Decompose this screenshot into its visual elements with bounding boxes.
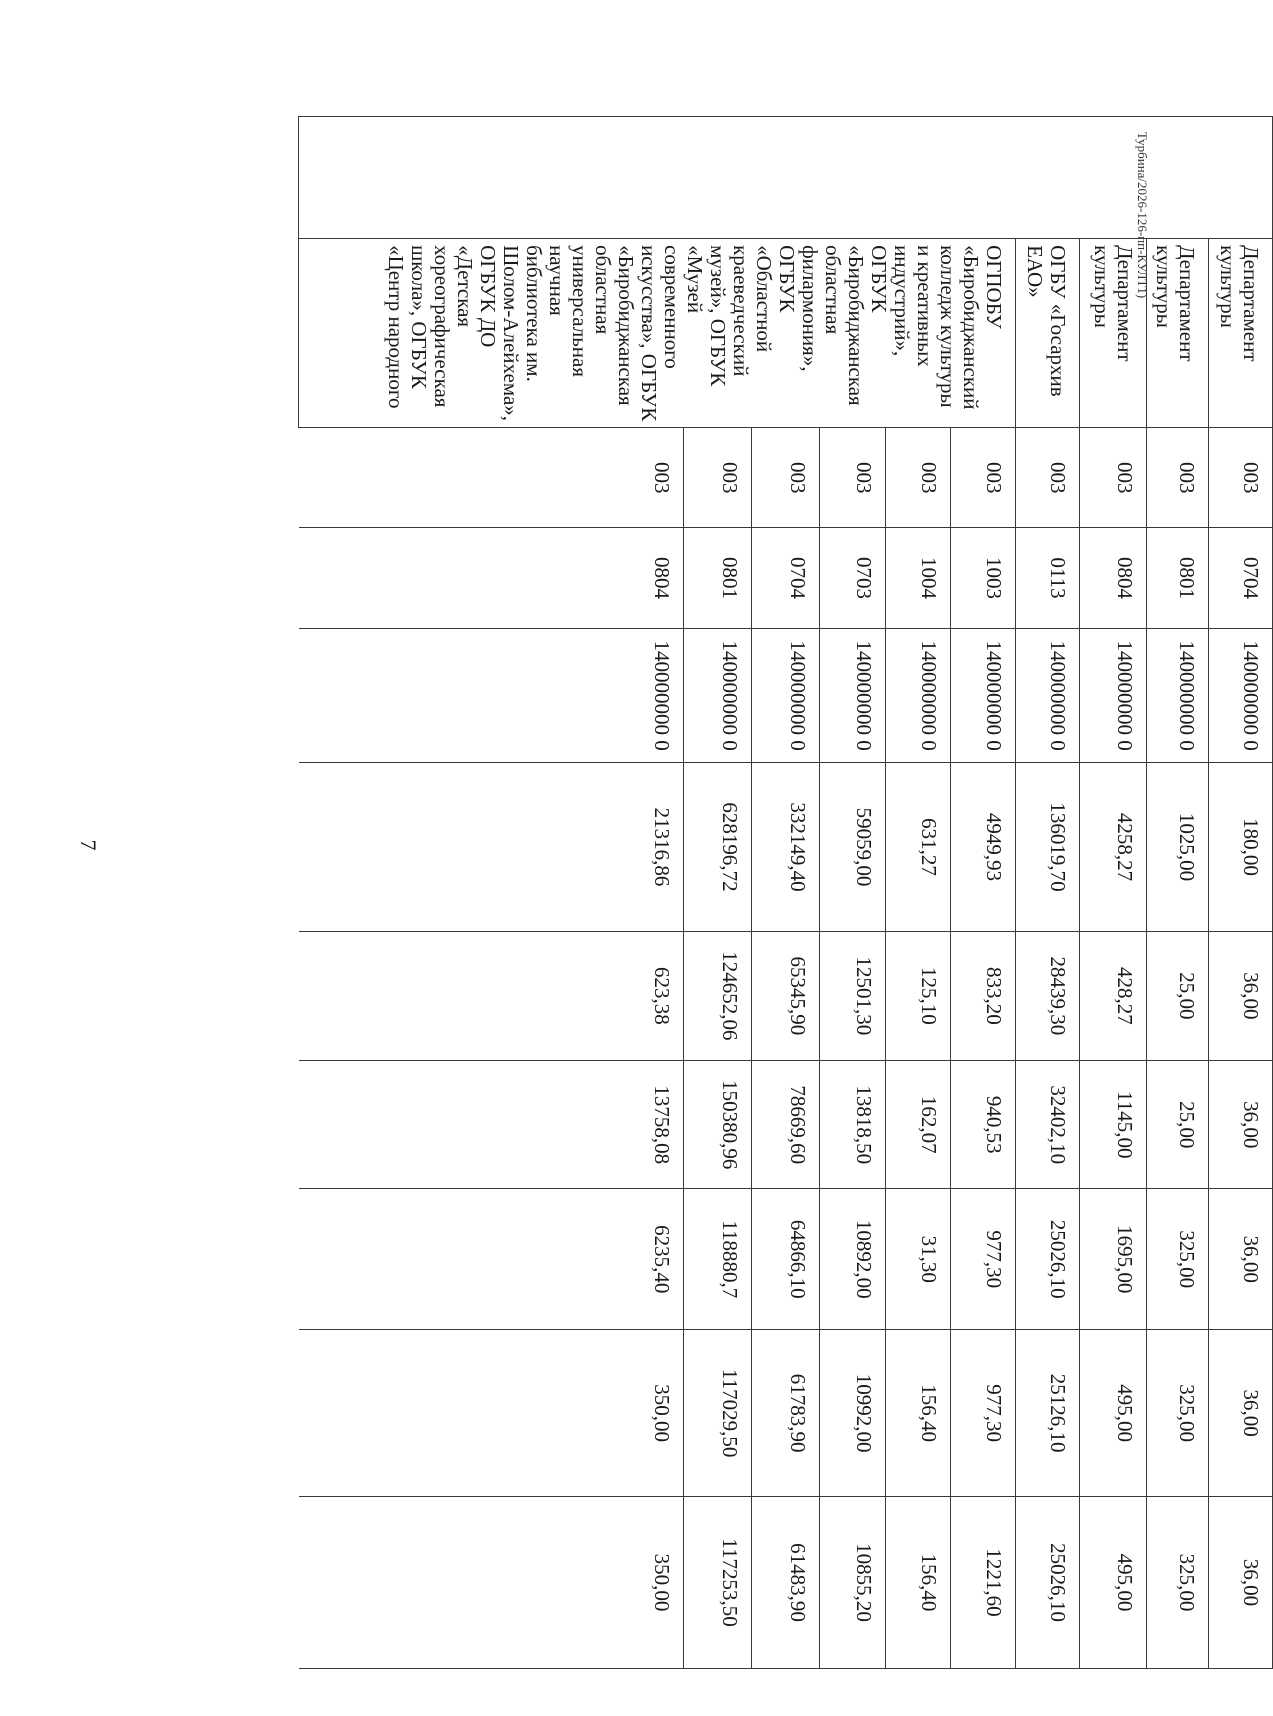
grbs-cell: 003 xyxy=(1209,428,1273,528)
year2-cell: 25,00 xyxy=(1147,1061,1209,1189)
section-cell: 1004 xyxy=(886,528,951,629)
year3-cell: 36,00 xyxy=(1209,1189,1273,1330)
target-cell: 140000000 0 xyxy=(1147,628,1209,763)
year2-cell: 32402,10 xyxy=(1016,1061,1080,1189)
year3-cell: 10892,00 xyxy=(820,1189,886,1330)
year4-cell: 25126,10 xyxy=(1016,1330,1080,1497)
year2-cell: 36,00 xyxy=(1209,1061,1273,1189)
year2-cell: 1145,00 xyxy=(1080,1061,1147,1189)
grbs-cell: 003 xyxy=(951,428,1016,528)
section-cell: 0804 xyxy=(1080,528,1147,629)
target-cell: 140000000 0 xyxy=(1209,628,1273,763)
year4-cell: 325,00 xyxy=(1147,1330,1209,1497)
section-cell: 0704 xyxy=(752,528,820,629)
grbs-cell: 003 xyxy=(752,428,820,528)
year5-cell: 36,00 xyxy=(1209,1497,1273,1669)
grbs-cell: 003 xyxy=(1016,428,1080,528)
year5-cell: 10855,20 xyxy=(820,1497,886,1669)
section-cell: 0703 xyxy=(820,528,886,629)
table-row xyxy=(1209,117,1273,1669)
year5-cell: 1221,60 xyxy=(951,1497,1016,1669)
year2-cell: 78669,60 xyxy=(752,1061,820,1189)
year5-cell: 350,00 xyxy=(299,1497,684,1669)
year3-cell: 118880,7 xyxy=(684,1189,752,1330)
year3-cell: 1695,00 xyxy=(1080,1189,1147,1330)
blank-first-column xyxy=(299,117,1273,239)
year1-cell: 623,38 xyxy=(299,931,684,1061)
year4-cell: 350,00 xyxy=(299,1330,684,1497)
year1-cell: 12501,30 xyxy=(820,931,886,1061)
year5-cell: 25026,10 xyxy=(1016,1497,1080,1669)
year1-cell: 36,00 xyxy=(1209,931,1273,1061)
table-row xyxy=(951,117,1016,1669)
entity-cell: Департамент культуры xyxy=(1209,239,1273,428)
year3-cell: 31,30 xyxy=(886,1189,951,1330)
total-cell: 628196,72 xyxy=(684,763,752,931)
target-cell: 140000000 0 xyxy=(820,628,886,763)
section-cell: 1003 xyxy=(951,528,1016,629)
year3-cell: 6235,40 xyxy=(299,1189,684,1330)
year1-cell: 125,10 xyxy=(886,931,951,1061)
table-row xyxy=(1147,117,1209,1669)
total-cell: 332149,40 xyxy=(752,763,820,931)
target-cell: 140000000 0 xyxy=(1080,628,1147,763)
total-cell: 180,00 xyxy=(1209,763,1273,931)
year5-cell: 325,00 xyxy=(1147,1497,1209,1669)
grbs-cell: 003 xyxy=(886,428,951,528)
entity-cell: Департамент культуры xyxy=(1080,239,1147,428)
year1-cell: 428,27 xyxy=(1080,931,1147,1061)
grbs-cell: 003 xyxy=(684,428,752,528)
year5-cell: 156,40 xyxy=(886,1497,951,1669)
target-cell: 140000000 0 xyxy=(752,628,820,763)
year4-cell: 61783,90 xyxy=(752,1330,820,1497)
total-cell: 21316,86 xyxy=(299,763,684,931)
table-row xyxy=(1080,117,1147,1669)
year3-cell: 977,30 xyxy=(951,1189,1016,1330)
total-cell: 631,27 xyxy=(886,763,951,931)
year2-cell: 940,53 xyxy=(951,1061,1016,1189)
year4-cell: 117029,50 xyxy=(684,1330,752,1497)
target-cell: 140000000 0 xyxy=(886,628,951,763)
grbs-cell: 003 xyxy=(1147,428,1209,528)
footer-document-code: Турбина/2026-126-пп-КУЛТ1) xyxy=(1135,131,1150,299)
total-cell: 59059,00 xyxy=(820,763,886,931)
entity-cell: Департамент культуры xyxy=(1147,239,1209,428)
section-cell: 0704 xyxy=(1209,528,1273,629)
total-cell: 4258,27 xyxy=(1080,763,1147,931)
year2-cell: 13818,50 xyxy=(820,1061,886,1189)
year5-cell: 117253,50 xyxy=(684,1497,752,1669)
target-cell: 140000000 0 xyxy=(951,628,1016,763)
year4-cell: 36,00 xyxy=(1209,1330,1273,1497)
year4-cell: 495,00 xyxy=(1080,1330,1147,1497)
grbs-cell: 003 xyxy=(820,428,886,528)
year2-cell: 162,07 xyxy=(886,1061,951,1189)
grbs-cell: 003 xyxy=(1080,428,1147,528)
section-cell: 0801 xyxy=(1147,528,1209,629)
year4-cell: 10992,00 xyxy=(820,1330,886,1497)
grbs-cell: 003 xyxy=(299,428,684,528)
year5-cell: 495,00 xyxy=(1080,1497,1147,1669)
page-number: 7 xyxy=(76,839,101,851)
year3-cell: 25026,10 xyxy=(1016,1189,1080,1330)
year3-cell: 64866,10 xyxy=(752,1189,820,1330)
year3-cell: 325,00 xyxy=(1147,1189,1209,1330)
year1-cell: 124652,06 xyxy=(684,931,752,1061)
year1-cell: 833,20 xyxy=(951,931,1016,1061)
total-cell: 136019,70 xyxy=(1016,763,1080,931)
section-cell: 0804 xyxy=(299,528,684,629)
table-row xyxy=(1016,117,1080,1669)
year2-cell: 150380,96 xyxy=(684,1061,752,1189)
entity-cell: ОГБУ «Госархив ЕАО» xyxy=(1016,239,1080,428)
year1-cell: 25,00 xyxy=(1147,931,1209,1061)
year1-cell: 65345,90 xyxy=(752,931,820,1061)
total-cell: 4949,93 xyxy=(951,763,1016,931)
budget-table xyxy=(299,116,1273,1669)
section-cell: 0113 xyxy=(1016,528,1080,629)
year4-cell: 156,40 xyxy=(886,1330,951,1497)
rotated-table-wrapper xyxy=(179,116,1273,1669)
target-cell: 140000000 0 xyxy=(684,628,752,763)
target-cell: 140000000 0 xyxy=(299,628,684,763)
year2-cell: 13758,08 xyxy=(299,1061,684,1189)
target-cell: 140000000 0 xyxy=(1016,628,1080,763)
section-cell: 0801 xyxy=(684,528,752,629)
year1-cell: 28439,30 xyxy=(1016,931,1080,1061)
year5-cell: 61483,90 xyxy=(752,1497,820,1669)
total-cell: 1025,00 xyxy=(1147,763,1209,931)
merged-entity-cell: ОГПОБУ «Биробиджанский колледж культуры и креативных индустрий», ОГБУК «Биробиджанская областная филармония», ОГБУК «Областной краеведческий музей», ОГБУК «Музей современного искусства», ОГБУК «Биробиджанская областная универсальная научная библиотека им. Шолом-Алейхема», ОГБУК ДО «Детская хореографическая школа», ОГБУК «Центр народного xyxy=(299,239,1016,428)
year4-cell: 977,30 xyxy=(951,1330,1016,1497)
